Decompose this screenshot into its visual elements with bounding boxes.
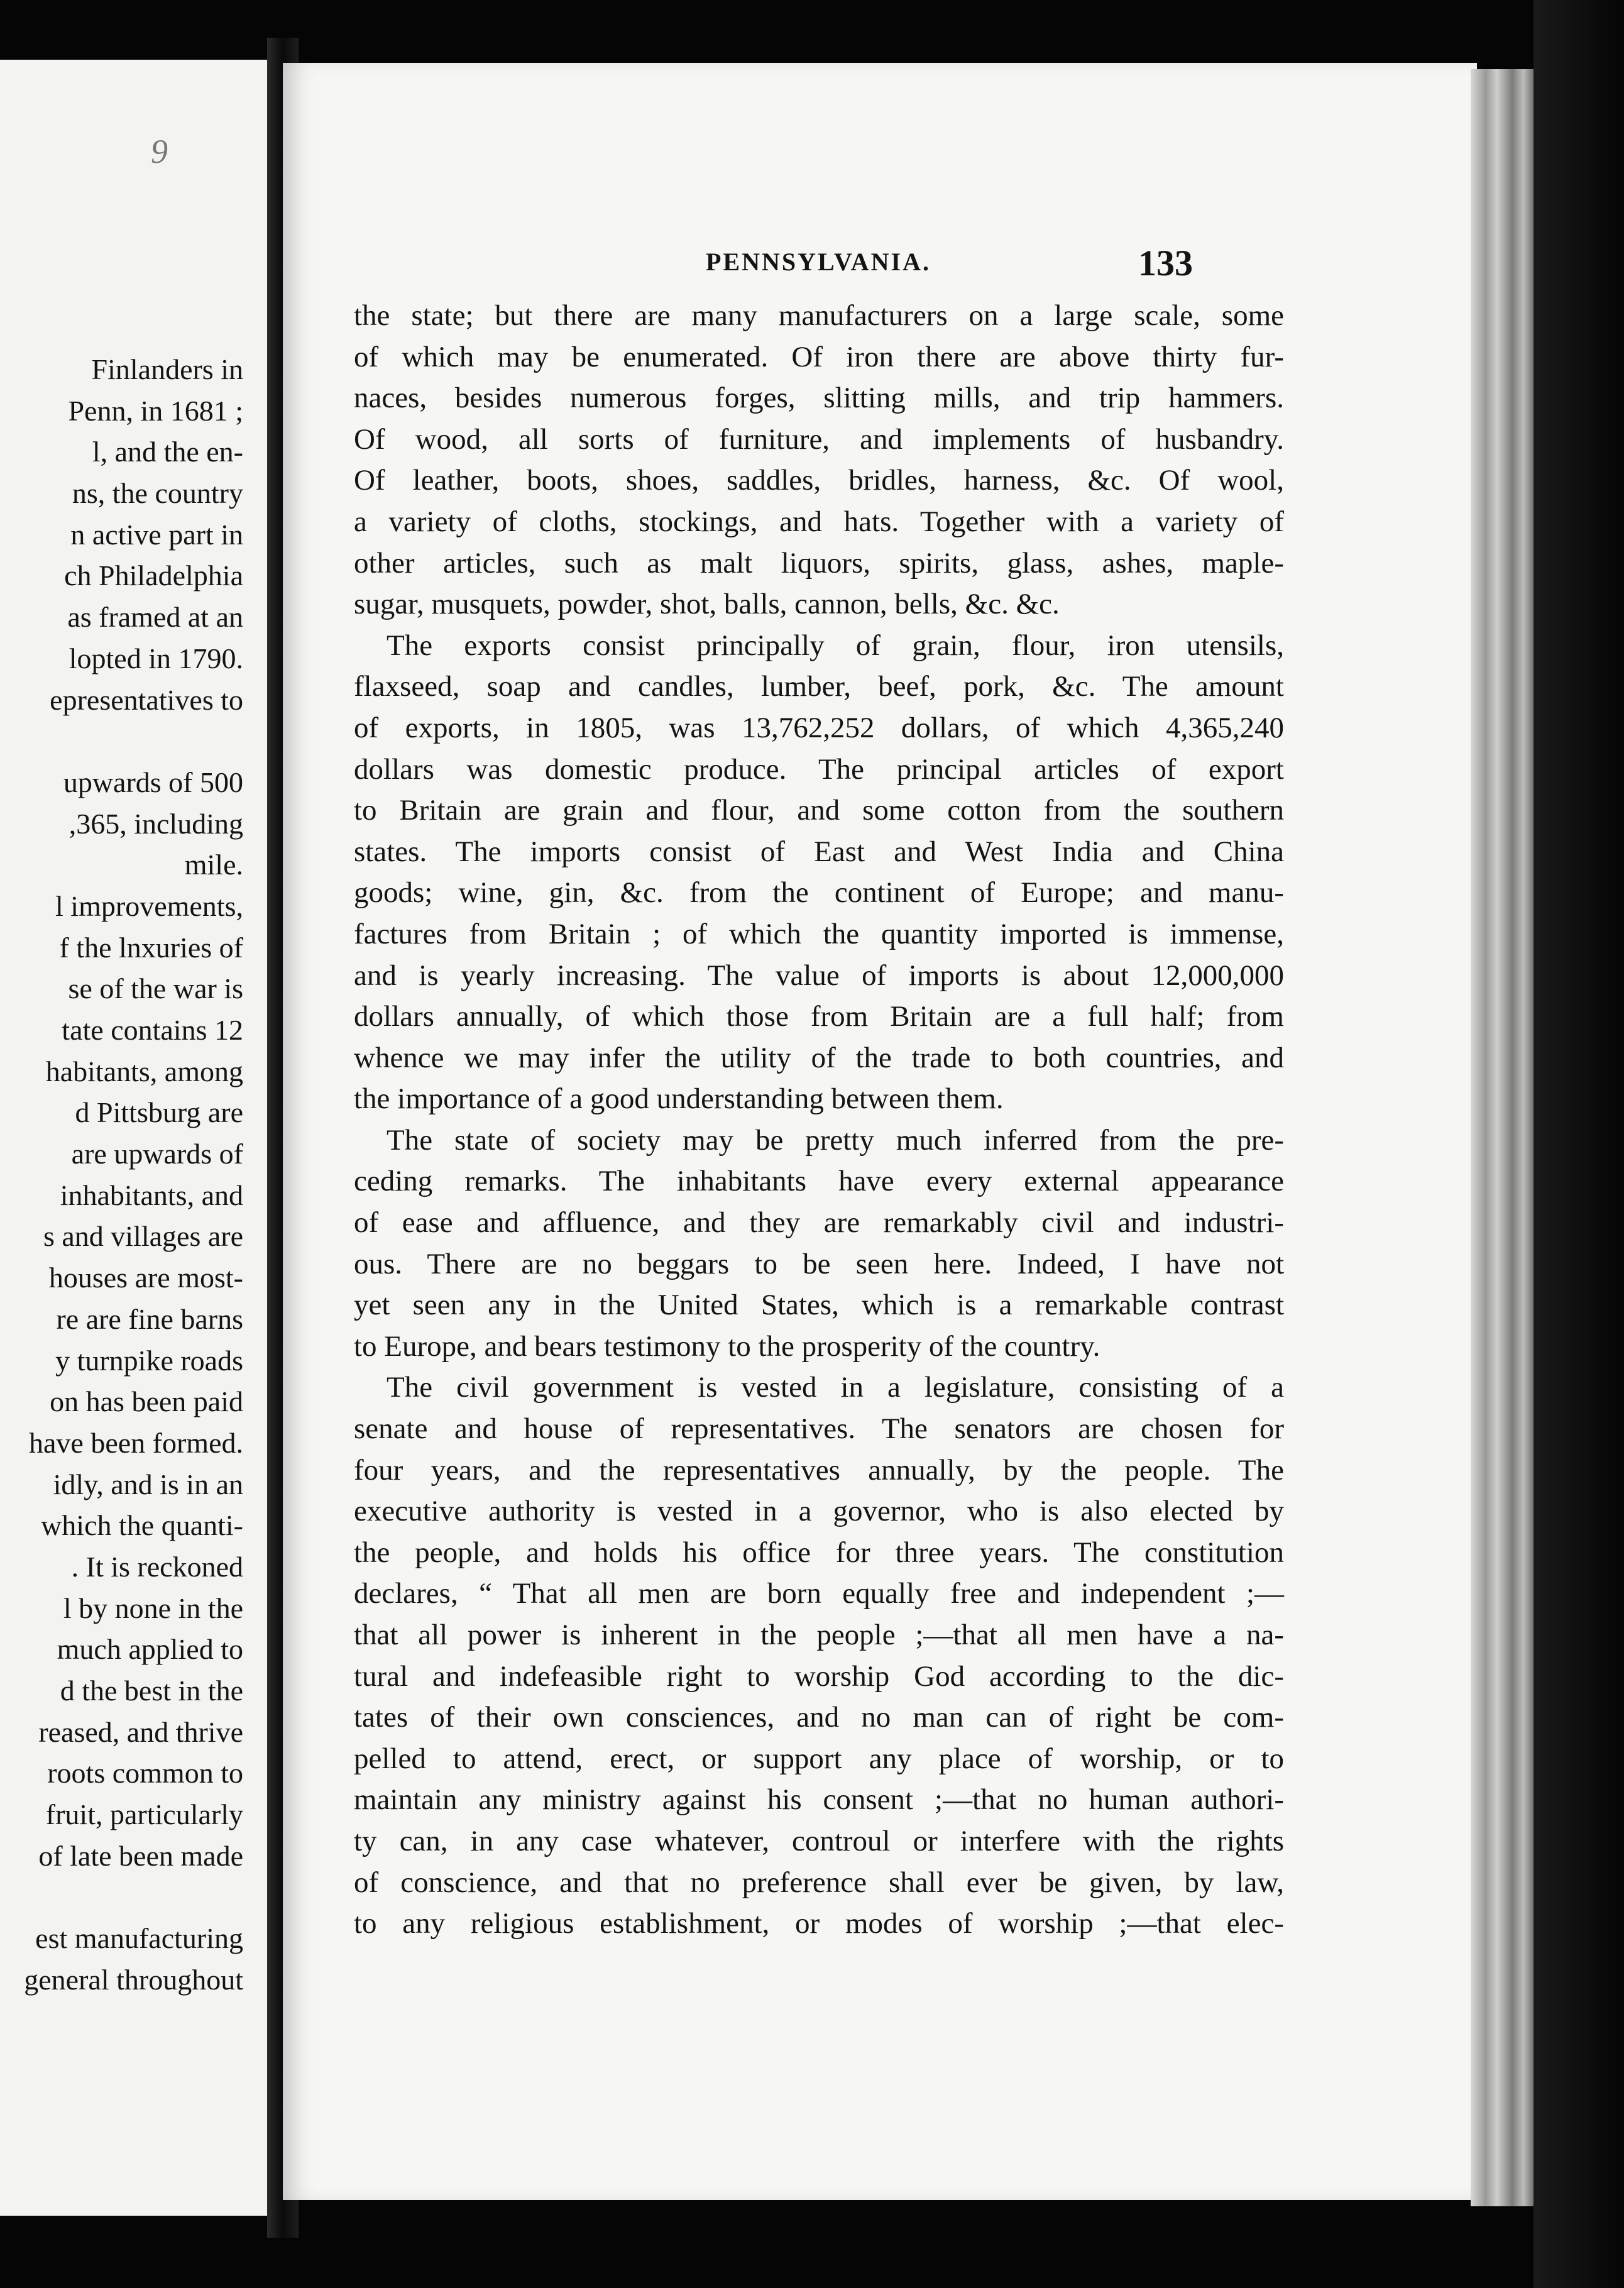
text-line: n active part in (70, 518, 243, 551)
text-line: on has been paid (50, 1385, 243, 1418)
page-number: 133 (1138, 243, 1193, 283)
text-line: The exports consist principally of grain, flour, iron utensils, (387, 629, 1284, 662)
text-line: houses are most- (48, 1262, 243, 1294)
text-line: . It is reckoned (71, 1550, 243, 1583)
text-line: Penn, in 1681 ; (68, 394, 243, 427)
text-line: a variety of cloths, stockings, and hats. Together with a variety of (354, 505, 1284, 538)
running-head (417, 242, 1193, 286)
text-line: the importance of a good understanding between them. (354, 1082, 1004, 1116)
text-line: to Britain are grain and flour, and some cotton from the southern (354, 794, 1284, 827)
text-line: l by none in the (63, 1592, 243, 1624)
text-line: naces, besides numerous forges, slitting mills, and trip hammers. (354, 382, 1284, 415)
text-line: declares, “ That all men are born equally free and independent ;— (354, 1577, 1284, 1610)
text-line: to Europe, and bears testimony to the prosperity of the country. (354, 1329, 1100, 1363)
text-line: l, and the en- (92, 436, 243, 468)
text-line: l improvements, (55, 889, 243, 922)
text-line: the people, and holds his office for three years. The constitution (354, 1536, 1284, 1569)
text-line: The state of society may be pretty much inferred from the pre- (387, 1123, 1284, 1157)
text-line: ous. There are no beggars to be seen here. Indeed, I have not (354, 1247, 1284, 1280)
text-line: epresentatives to (50, 683, 243, 716)
text-line: goods; wine, gin, &c. from the continent of Europe; and manu- (354, 876, 1284, 910)
text-line (0, 720, 243, 762)
text-line: ns, the country (72, 477, 243, 510)
text-line: states. The imports consist of East and West India and China (354, 835, 1284, 868)
text-line: yet seen any in the United States, which is a remarkable contrast (354, 1289, 1284, 1322)
text-line: maintain any ministry against his consent ;—that no human authori- (354, 1783, 1284, 1817)
text-line: have been formed. (28, 1426, 243, 1459)
text-line: Of wood, all sorts of furniture, and implements of husbandry. (354, 422, 1284, 456)
text-line: reased, and thrive (38, 1715, 243, 1748)
text-line: f the lnxuries of (59, 931, 243, 964)
text-line: tate contains 12 (62, 1014, 243, 1046)
text-line: dollars annually, of which those from Britain are a full half; from (354, 1000, 1284, 1033)
text-line: upwards of 500 (63, 766, 243, 798)
text-line: mile. (184, 849, 243, 881)
text-line: habitants, among (45, 1055, 243, 1087)
text-line: sugar, musquets, powder, shot, balls, cannon, bells, &c. &c. (354, 588, 1060, 621)
text-line: dollars was domestic produce. The principal articles of export (354, 752, 1284, 786)
text-line: ,365, including (69, 807, 243, 840)
text-line: re are fine barns (56, 1302, 243, 1335)
text-line: d Pittsburg are (75, 1096, 243, 1129)
text-line: general throughout (24, 1963, 243, 1996)
left-page-text (0, 349, 243, 2001)
text-line: which the quanti- (41, 1509, 243, 1542)
left-page (0, 60, 267, 2216)
text-line: senate and house of representatives. The senators are chosen for (354, 1412, 1284, 1446)
text-line: other articles, such as malt liquors, spirits, glass, ashes, maple- (354, 546, 1284, 580)
text-line: of late been made (38, 1839, 243, 1872)
text-line: se of the war is (68, 972, 243, 1005)
text-line: lopted in 1790. (69, 642, 243, 674)
text-line: d the best in the (60, 1675, 243, 1707)
text-line: to any religious establishment, or modes of worship ;—that elec- (354, 1907, 1284, 1940)
text-line: idly, and is in an (53, 1468, 243, 1500)
text-line: factures from Britain ; of which the quantity imported is immense, (354, 917, 1284, 950)
text-line: ty can, in any case whatever, controul or interfere with the rights (354, 1824, 1284, 1857)
text-line: as framed at an (67, 601, 243, 634)
text-line: fruit, particularly (45, 1798, 243, 1831)
text-line: of conscience, and that no preference shall ever be given, by law, (354, 1866, 1284, 1899)
text-line: Of leather, boots, shoes, saddles, bridles, harness, &c. Of wool, (354, 464, 1284, 497)
text-line: of ease and affluence, and they are remarkably civil and industri- (354, 1206, 1284, 1240)
text-line: tural and indefeasible right to worship God according to the dic- (354, 1659, 1284, 1693)
text-line: the state; but there are many manufacturers on a large scale, some (354, 299, 1284, 332)
text-line: Finlanders in (91, 353, 243, 385)
text-line: and is yearly increasing. The value of imports is about 12,000,000 (354, 959, 1284, 992)
text-line: of which may be enumerated. Of iron there are above thirty fur- (354, 340, 1284, 373)
text-line: The civil government is vested in a legislature, consisting of a (387, 1371, 1284, 1404)
text-line: roots common to (47, 1757, 243, 1790)
text-line: four years, and the representatives annually, by the people. The (354, 1453, 1284, 1487)
text-line: s and villages are (43, 1220, 243, 1253)
book-binding (1533, 0, 1624, 2288)
text-line: inhabitants, and (60, 1179, 243, 1211)
text-line (0, 1876, 243, 1918)
text-line: that all power is inherent in the people ;—that all men have a na- (354, 1619, 1284, 1651)
text-line: est manufacturing (35, 1922, 243, 1955)
text-line: ch Philadelphia (64, 559, 243, 592)
text-line: y turnpike roads (55, 1344, 243, 1377)
text-line: of exports, in 1805, was 13,762,252 dollars, of which 4,365,240 (354, 711, 1284, 744)
body-text (354, 295, 1284, 1945)
text-line: executive authority is vested in a governor, who is also elected by (354, 1495, 1284, 1528)
text-line: flaxseed, soap and candles, lumber, beef, pork, &c. The amount (354, 670, 1284, 703)
text-line: tates of their own consciences, and no man can of right be com- (354, 1701, 1284, 1734)
text-line: pelled to attend, erect, or support any place of worship, or to (354, 1742, 1284, 1775)
text-line: whence we may infer the utility of the trade to both countries, and (354, 1041, 1284, 1074)
text-line: ceding remarks. The inhabitants have every external appearance (354, 1165, 1284, 1198)
text-line: are upwards of (71, 1138, 243, 1170)
page-mark: 9 (151, 133, 168, 170)
running-title: PENNSYLVANIA. (706, 248, 931, 276)
text-line: much applied to (57, 1633, 243, 1666)
